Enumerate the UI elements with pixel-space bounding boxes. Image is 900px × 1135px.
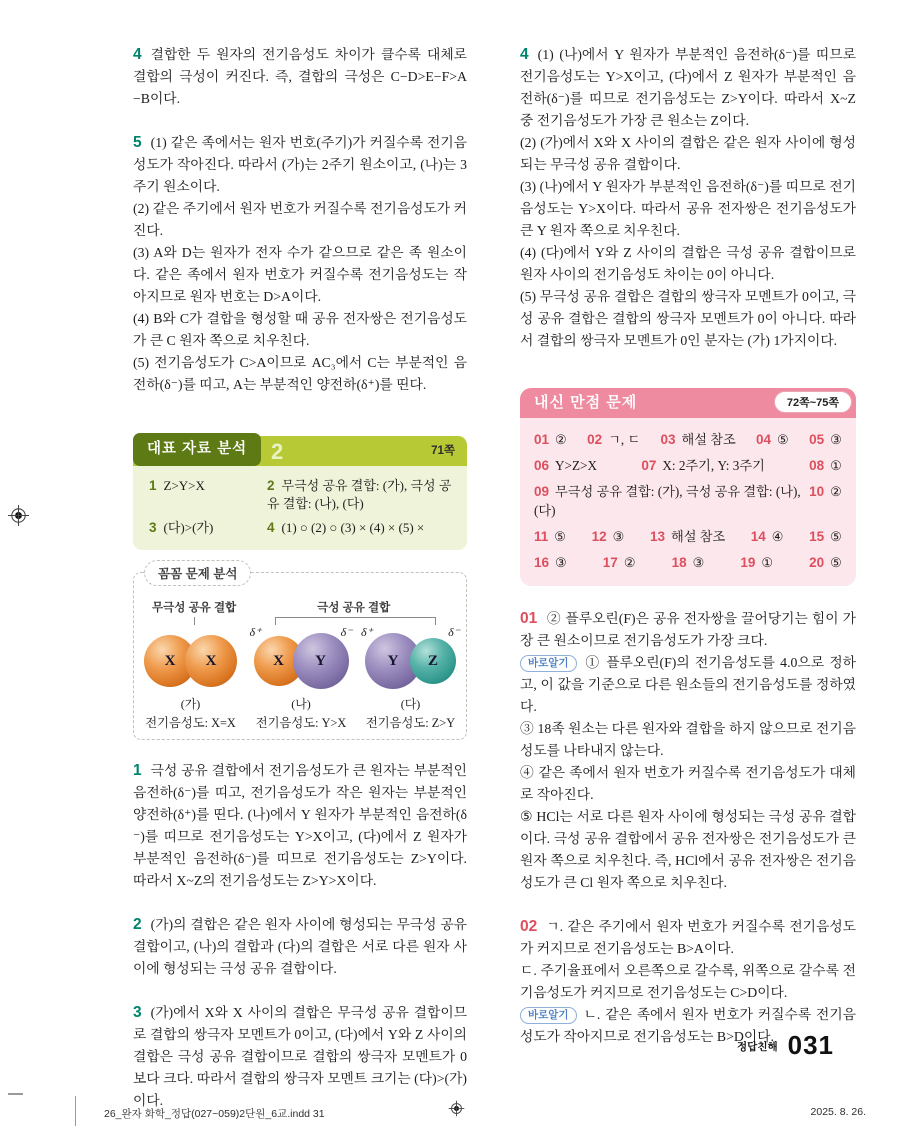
molecule-da [361, 625, 460, 731]
item-number: 01 [520, 610, 538, 627]
answer-value: ④ [771, 529, 784, 544]
answer-number: 3 [149, 520, 157, 535]
molecule-caption: (나) [291, 697, 311, 711]
item-text: (1) 같은 족에서는 원자 번호(주기)가 커질수록 전기음성도가 작아진다. 따라서 (가)는 2주기 원소이고, (나)는 3주기 원소이다. [133, 135, 467, 194]
paragraph [520, 652, 856, 718]
print-date: 2025. 8. 26. [810, 1106, 866, 1118]
answer-cell [267, 477, 453, 513]
atom-label: X [164, 652, 176, 669]
answer-value: ③ [612, 529, 625, 544]
answer-number: 13 [649, 529, 665, 544]
answer-cell [809, 456, 842, 475]
answer-value: ① [761, 555, 774, 570]
delta-plus-label: δ⁺ [249, 625, 262, 639]
answer-value: X: 2주기, Y: 3주기 [662, 458, 765, 473]
answer-cell [809, 430, 842, 449]
answer-value: Z>Y>X [163, 478, 205, 493]
answer-cell [587, 430, 640, 449]
label-text: 무극성 공유 결합 [152, 602, 237, 614]
paragraph: (5) 전기음성도가 C>A이므로 AC₃에서 C는 부분적인 음전하(δ⁻)를 띠고, A는 부분적인 양전하(δ⁺)를 띤다. [133, 355, 467, 392]
delta-minus-label: δ⁻ [340, 625, 353, 639]
item-text: ㄴ. 같은 족에서 원자 번호가 커질수록 전기음성도가 작아지므로 전기음성도는 B>D이다. [520, 1007, 856, 1044]
baro-algi-badge: 바로알기 [520, 655, 577, 672]
answer-number: 19 [740, 555, 756, 570]
item-number: 1 [133, 762, 142, 779]
baro-algi-badge: 바로알기 [520, 1007, 577, 1024]
registration-mark-icon [448, 1100, 465, 1117]
paragraph: (2) 같은 주기에서 원자 번호가 커질수록 전기음성도가 커진다. [133, 201, 467, 238]
box-title: 내신 만점 문제 [534, 394, 638, 411]
solution-item-2 [133, 914, 467, 980]
answer-cell [534, 527, 566, 546]
solution-item-02 [520, 916, 856, 1048]
answer-cell [672, 553, 705, 572]
box-title-number: 2 [271, 439, 284, 464]
paragraph: (3) A와 D는 원자가 전자 수가 같으므로 같은 족 원소이다. 같은 족에서 원자 번호가 커질수록 전기음성도는 작아지므로 원자 번호는 D>A이다. [133, 245, 467, 304]
answer-number: 4 [267, 520, 275, 535]
problem-analysis-tab: 꼼꼼 문제 분석 [144, 560, 251, 586]
atom-sphere-y [293, 633, 349, 689]
answer-row [534, 482, 842, 520]
paragraph [133, 914, 467, 980]
answer-cell [149, 519, 267, 537]
solution-item-4 [133, 44, 467, 110]
answer-number: 10 [809, 484, 825, 499]
answer-cell [751, 527, 784, 546]
answer-cell [534, 456, 597, 475]
item-text: 결합한 두 원자의 전기음성도 차이가 클수록 대체로 결합의 극성이 커진다. 즉, 결합의 극성은 C−D>E−F>A−B이다. [133, 47, 467, 106]
answer-value: ⑤ [554, 529, 567, 544]
item-text: 극성 공유 결합에서 전기음성도가 큰 원자는 부분적인 음전하(δ⁻)를 띠고, 전기음성도가 작은 원자는 부분적인 양전하(δ⁺)를 띤다. (나)에서 Y 원자가 부분적인 음전하(δ⁻)를 띠므로 전기음성도는 Y>X이고, (다)에서 Z 원자가 부분적인 음전하(δ⁻)를 띠므로 전기음성도는 Z>Y이다. 따라서 X~Z의 전기음성도는 Z>Y>X이다. [133, 763, 467, 888]
answer-value: ㄱ, ㄷ [608, 432, 641, 447]
molecule-na [249, 625, 353, 731]
paragraph: ㄷ. 주기율표에서 오른쪽으로 갈수록, 위쪽으로 갈수록 전기음성도가 커지므로 전기음성도는 C>D이다. [520, 963, 856, 1000]
paragraph: (2) (가)에서 X와 X 사이의 결합은 같은 원자 사이에 형성되는 무극성 공유 결합이다. [520, 135, 856, 172]
answer-value: ⑤ [830, 529, 842, 544]
answer-row [534, 553, 842, 572]
answer-number: 14 [750, 529, 766, 544]
item-number: 4 [520, 46, 529, 63]
page-number-label [737, 1030, 834, 1061]
polar-bond-label [256, 599, 452, 625]
atom-sphere-x [185, 635, 237, 687]
crop-mark [8, 1093, 23, 1095]
molecule-caption: (다) [400, 697, 421, 711]
electronegativity-label: 전기음성도: X=X [145, 716, 236, 730]
answer-value: ⑤ [830, 555, 842, 570]
label-tick [194, 617, 195, 625]
solution-item-5 [133, 132, 467, 396]
print-file-name: 26_완자 화학_정답(027~059)2단원_6교.indd 31 [104, 1108, 325, 1120]
page-reference: 72쪽~75쪽 [774, 391, 852, 413]
answer-cell [267, 519, 453, 537]
answer-row [534, 456, 842, 475]
answer-cell [592, 527, 625, 546]
answer-value: (1) ○ (2) ○ (3) × (4) × (5) × [281, 520, 425, 535]
answer-value: (다)>(가) [163, 520, 214, 535]
answer-number: 16 [534, 555, 550, 570]
answer-value: 해설 참조 [671, 529, 726, 544]
item-number: 5 [133, 134, 142, 151]
atom-label: Z [427, 652, 438, 669]
answer-number: 03 [660, 432, 676, 447]
answer-number: 11 [534, 529, 549, 544]
representative-analysis-header [133, 436, 467, 466]
delta-plus-label: δ⁺ [361, 625, 373, 639]
item-number: 02 [520, 918, 538, 935]
molecule-row [142, 625, 460, 731]
answer-row [534, 527, 842, 546]
solution-item-3 [133, 1002, 467, 1112]
atom-label: Y [315, 652, 326, 669]
answer-number: 04 [756, 432, 772, 447]
representative-analysis-box [133, 436, 467, 550]
electronegativity-label: 전기음성도: Y>X [255, 716, 347, 730]
molecule-diagram [142, 599, 460, 730]
book-name: 정답친해 [737, 1041, 778, 1053]
answer-number: 20 [809, 555, 825, 570]
answer-number: 15 [809, 529, 825, 544]
paragraph: (4) B와 C가 결합을 형성할 때 공유 전자쌍은 전기음성도가 큰 C 원자 쪽으로 치우친다. [133, 311, 467, 348]
sphere-pair [249, 625, 353, 691]
item-text: ㄱ. 같은 주기에서 원자 번호가 커질수록 전기음성도가 커지므로 전기음성도는 B>A이다. [520, 919, 856, 956]
label-text: 극성 공유 결합 [317, 602, 391, 614]
answer-cell [756, 430, 789, 449]
atom-label: X [205, 652, 217, 669]
answer-value: 해설 참조 [681, 432, 736, 447]
item-text: (1) (나)에서 Y 원자가 부분적인 음전하(δ⁻)를 띠므로 전기음성도는 Y>X이고, (다)에서 Z 원자가 부분적인 음전하(δ⁻)를 띠므로 전기음성도는 Z>Y이다. 따라서 X~Z 중 전기음성도가 가장 큰 원소는 Z이다. [520, 47, 856, 128]
item-text: ① 플루오린(F)의 전기음성도를 4.0으로 정하고, 이 값을 기준으로 다른 원소들의 전기음성도를 정하였다. [520, 655, 856, 714]
label-bracket [275, 617, 436, 625]
item-text: (가)에서 X와 X 사이의 결합은 무극성 공유 결합이므로 결합의 쌍극자 모멘트가 0이고, (다)에서 Y와 Z 사이의 결합은 극성 공유 결합이므로 결합의 쌍극자 모멘트가 0보다 크다. 따라서 결합의 쌍극자 모멘트 크기는 (다)>(가)이다. [133, 1005, 467, 1108]
paragraph [133, 760, 467, 892]
answer-number: 02 [587, 432, 603, 447]
sphere-pair [361, 625, 460, 691]
delta-minus-label: δ⁻ [448, 625, 460, 639]
answer-cell [534, 482, 809, 520]
paragraph: ⑤ HCl는 서로 다른 원자 사이에 형성되는 극성 공유 결합이다. 극성 공유 결합에서 공유 전자쌍은 전기음성도가 큰 원자 쪽으로 치우친다. 즉, HCl에서 공유 전자쌍은 전기음성도가 큰 Cl 원자 쪽으로 치우친다. [520, 809, 856, 890]
answer-value: ③ [692, 555, 705, 570]
representative-analysis-answers [133, 466, 467, 550]
answer-number: 09 [534, 484, 550, 499]
answer-value: 무극성 공유 결합: (가), 극성 공유 결합: (나), (다) [267, 478, 452, 511]
answer-cell [641, 456, 765, 475]
answer-number: 12 [591, 529, 607, 544]
left-column [133, 44, 467, 1134]
answer-cell [534, 553, 567, 572]
atom-sphere-z [410, 638, 456, 684]
answer-number: 06 [534, 458, 550, 473]
answer-value: ② [555, 432, 567, 447]
answer-row [534, 430, 842, 449]
paragraph: ③ 18족 원소는 다른 원자와 결합을 하지 않으므로 전기음성도를 나타내지 않는다. [520, 721, 856, 758]
answer-cell [809, 482, 842, 520]
answer-value: ① [830, 458, 842, 473]
item-number: 4 [133, 46, 142, 63]
paragraph [520, 608, 856, 652]
page-reference: 71쪽 [431, 445, 455, 457]
answer-value: ⑤ [777, 432, 789, 447]
item-text: ② 플루오린(F)은 공유 전자쌍을 끌어당기는 힘이 가장 큰 원소이므로 전기음성도가 가장 크다. [520, 611, 856, 648]
answer-cell [809, 553, 842, 572]
answer-cell [809, 527, 842, 546]
atom-label: Y [387, 652, 399, 669]
answer-number: 2 [267, 478, 275, 493]
registration-mark-icon [7, 504, 30, 527]
exam-answers-header [520, 388, 856, 418]
paragraph [133, 44, 467, 110]
paragraph: (3) (나)에서 Y 원자가 부분적인 음전하(δ⁻)를 띠므로 전기음성도는 Y>X이다. 따라서 공유 전자쌍은 전기음성도가 큰 Y 원자 쪽으로 치우친다. [520, 179, 856, 238]
atom-label: X [273, 652, 284, 669]
exam-answers-grid [520, 418, 856, 586]
answer-value: ③ [830, 432, 842, 447]
paragraph [520, 44, 856, 132]
answer-number: 1 [149, 478, 157, 493]
answer-cell [740, 553, 773, 572]
paragraph [133, 132, 467, 198]
answer-number: 07 [641, 458, 657, 473]
crop-mark [75, 1096, 76, 1126]
answer-value: Y>Z>X [555, 458, 598, 473]
molecule-ga [144, 631, 237, 731]
answer-cell [660, 430, 735, 449]
answer-number: 17 [602, 555, 618, 570]
answer-value: ② [830, 484, 842, 499]
paragraph [520, 916, 856, 960]
answer-cell [650, 527, 725, 546]
solution-item-4-right [520, 44, 856, 352]
right-column [520, 44, 856, 1070]
page-number: 031 [787, 1030, 834, 1060]
answer-value: ② [623, 555, 636, 570]
box-title: 대표 자료 분석 [133, 433, 261, 466]
item-text: (가)의 결합은 같은 원자 사이에 형성되는 무극성 공유 결합이고, (나)의 결합과 (다)의 결합은 서로 다른 원자 사이에 형성되는 극성 공유 결합이다. [133, 917, 467, 976]
answer-number: 05 [809, 432, 825, 447]
answer-number: 01 [534, 432, 550, 447]
answer-value: 무극성 공유 결합: (가), 극성 공유 결합: (나), (다) [534, 484, 801, 518]
item-number: 3 [133, 1004, 142, 1021]
paragraph: ④ 같은 족에서 원자 번호가 커질수록 전기음성도가 대체로 작아진다. [520, 765, 856, 802]
solution-item-01 [520, 608, 856, 894]
paragraph: (5) 무극성 공유 결합은 결합의 쌍극자 모멘트가 0이고, 극성 공유 결합은 결합의 쌍극자 모멘트가 0이 아니다. 따라서 결합의 쌍극자 모멘트가 0인 분자는 (가) 1가지이다. [520, 289, 856, 348]
answer-cell [534, 430, 567, 449]
answer-cell [149, 477, 267, 513]
nonpolar-bond-label [142, 599, 246, 625]
item-number: 2 [133, 916, 142, 933]
answer-number: 08 [809, 458, 825, 473]
paragraph [133, 1002, 467, 1112]
sphere-pair [144, 631, 237, 691]
molecule-caption: (가) [180, 697, 201, 711]
paragraph: (4) (다)에서 Y와 Z 사이의 결합은 극성 공유 결합이므로 원자 사이의 전기음성도 차이는 0이 아니다. [520, 245, 856, 282]
solution-item-1 [133, 760, 467, 892]
electronegativity-label: 전기음성도: Z>Y [365, 716, 456, 730]
answer-number: 18 [671, 555, 687, 570]
exam-answers-box [520, 388, 856, 586]
problem-analysis-box [133, 567, 467, 740]
answer-cell [603, 553, 636, 572]
answer-value: ③ [555, 555, 567, 570]
